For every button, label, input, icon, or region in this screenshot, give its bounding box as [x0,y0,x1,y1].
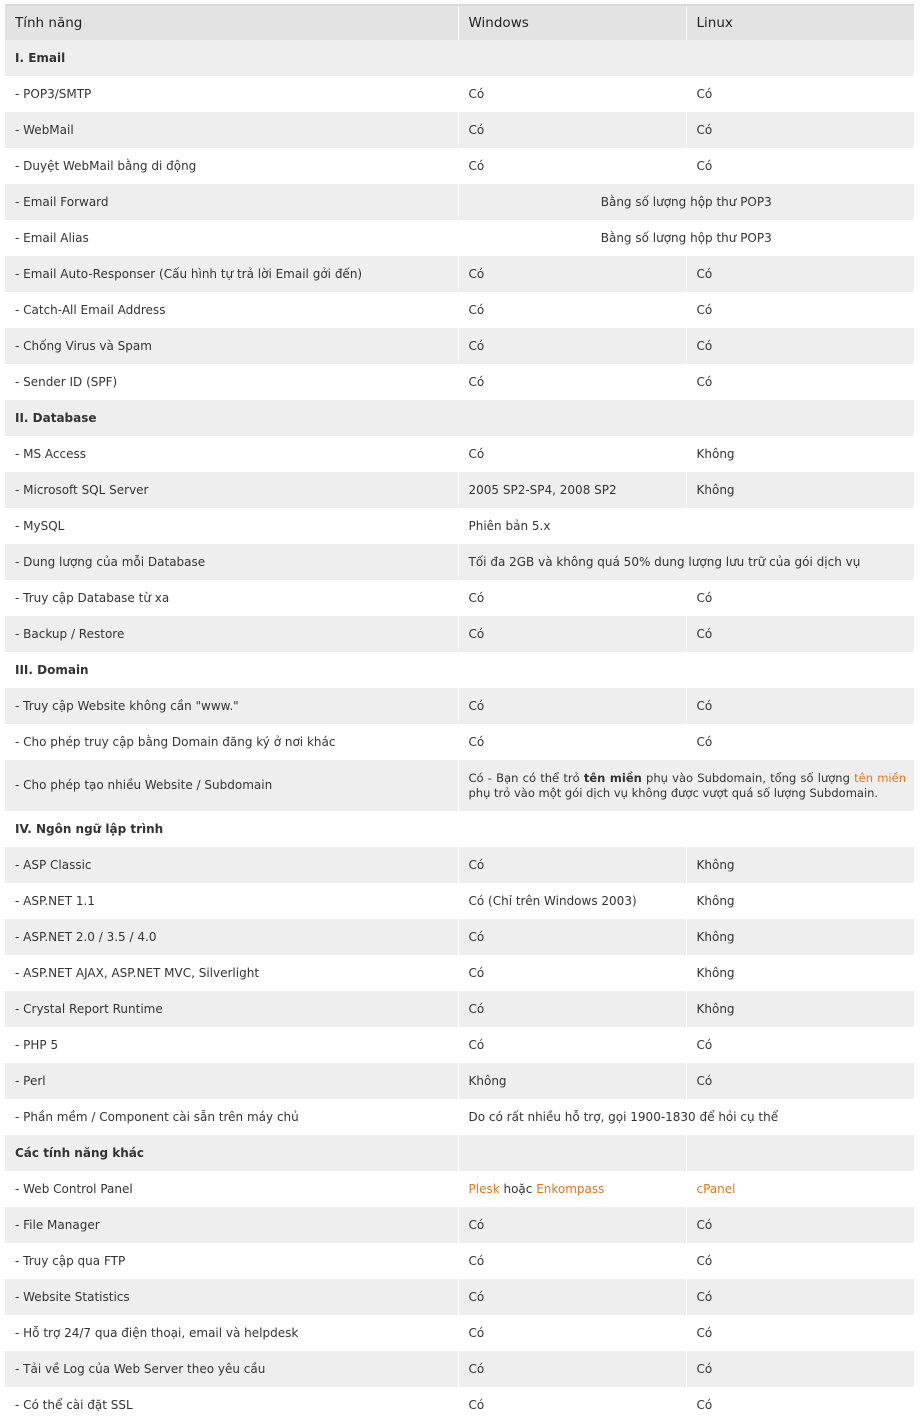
table-row [5,1027,914,1063]
linux-cell: Có [686,1315,914,1351]
table-row [5,919,914,955]
table-row [5,76,914,112]
empty-cell [458,1135,686,1171]
table-row [5,1351,914,1387]
table-row [5,436,914,472]
feature-cell: - Duyệt WebMail bằng di động [5,148,458,184]
linux-cell: Không [686,919,914,955]
feature-cell: - MySQL [5,508,458,544]
windows-cell: Có [458,148,686,184]
table-row [5,148,914,184]
windows-cell: Có [458,76,686,112]
table-row [5,112,914,148]
windows-cell: Có [458,292,686,328]
feature-cell: - Chống Virus và Spam [5,328,458,364]
feature-cell: - ASP.NET 1.1 [5,883,458,919]
desc-text: phụ trỏ vào một gói dịch vụ không được vượt quá số lượng Subdomain. [468,785,879,800]
feature-cell: - Tải về Log của Web Server theo yêu cầu [5,1351,458,1387]
domain-link[interactable]: tên miền [854,770,906,785]
table-row [5,760,914,811]
feature-cell: - POP3/SMTP [5,76,458,112]
table-row [5,580,914,616]
feature-cell: - Crystal Report Runtime [5,991,458,1027]
table-row [5,883,914,919]
shared-cell: Do có rất nhiều hỗ trợ, gọi 1900-1830 để hỏi cụ thể [458,1099,914,1135]
desc-bold-term: tên miền [583,770,642,785]
linux-cell: Có [686,328,914,364]
linux-cell: Có [686,580,914,616]
feature-cell: - Hỗ trợ 24/7 qua điện thoại, email và helpdesk [5,1315,458,1351]
windows-cell: Có [458,1351,686,1387]
table-row [5,292,914,328]
windows-cell: Có [458,1387,686,1423]
table-row [5,1315,914,1351]
header-windows: Windows [458,5,686,40]
plesk-link[interactable]: Plesk [468,1181,500,1196]
section-row-domain [5,652,914,688]
linux-cell: Không [686,472,914,508]
windows-cell: Có [458,688,686,724]
windows-cell [458,1171,686,1207]
feature-cell: - File Manager [5,1207,458,1243]
section-title: I. Email [5,40,914,76]
section-title: III. Domain [5,652,914,688]
shared-cell: Bằng số lượng hộp thư POP3 [458,184,914,220]
linux-cell: Có [686,112,914,148]
feature-cell: - Truy cập Database từ xa [5,580,458,616]
feature-cell: - Email Alias [5,220,458,256]
linux-cell: Có [686,256,914,292]
linux-cell: Có [686,1387,914,1423]
desc-text: Có - Bạn có thể trỏ [468,770,584,785]
windows-cell: 2005 SP2-SP4, 2008 SP2 [458,472,686,508]
table-row [5,328,914,364]
linux-cell: Có [686,1351,914,1387]
desc-text: phụ vào Subdomain, tổng số lượng [641,770,855,785]
header-feature: Tính năng [5,5,458,40]
feature-cell: - Email Auto-Responser (Cấu hình tự trả lời Email gởi đến) [5,256,458,292]
linux-cell: Có [686,1027,914,1063]
enkompass-link[interactable]: Enkompass [536,1181,605,1196]
table-row [5,724,914,760]
linux-cell: Không [686,847,914,883]
table-row [5,1099,914,1135]
linux-cell: Có [686,688,914,724]
feature-cell: - Perl [5,1063,458,1099]
section-row-database [5,400,914,436]
section-title: II. Database [5,400,914,436]
windows-cell: Có [458,328,686,364]
section-row-email [5,40,914,76]
table-row [5,1207,914,1243]
linux-cell: Không [686,436,914,472]
table-row [5,220,914,256]
feature-cell: - Dung lượng của mỗi Database [5,544,458,580]
linux-cell: Có [686,1243,914,1279]
linux-cell: Có [686,1279,914,1315]
table-row [5,616,914,652]
feature-cell: - Phần mềm / Component cài sẵn trên máy chủ [5,1099,458,1135]
linux-cell: Có [686,1207,914,1243]
windows-cell: Có (Chỉ trên Windows 2003) [458,883,686,919]
table-row [5,847,914,883]
feature-cell: - Catch-All Email Address [5,292,458,328]
or-text: hoặc [499,1181,537,1196]
feature-cell: - MS Access [5,436,458,472]
linux-cell: Không [686,955,914,991]
linux-cell: Có [686,292,914,328]
linux-cell: Có [686,364,914,400]
cpanel-link[interactable]: cPanel [696,1181,736,1196]
windows-cell: Có [458,919,686,955]
linux-cell: Không [686,883,914,919]
feature-cell: - ASP.NET AJAX, ASP.NET MVC, Silverlight [5,955,458,991]
shared-cell: Bằng số lượng hộp thư POP3 [458,220,914,256]
windows-cell: Có [458,256,686,292]
shared-cell: Phiên bản 5.x [458,508,914,544]
table-row [5,1387,914,1423]
feature-cell: - Backup / Restore [5,616,458,652]
linux-cell: Không [686,991,914,1027]
table-row [5,991,914,1027]
windows-cell: Có [458,436,686,472]
windows-cell: Có [458,1315,686,1351]
table-row [5,955,914,991]
feature-cell: - PHP 5 [5,1027,458,1063]
feature-cell: - Truy cập Website không cần "www." [5,688,458,724]
windows-cell: Có [458,112,686,148]
table-row [5,472,914,508]
feature-cell: - Sender ID (SPF) [5,364,458,400]
section-row-languages [5,811,914,847]
windows-cell: Có [458,847,686,883]
linux-cell: Có [686,76,914,112]
linux-cell: Có [686,148,914,184]
table-row [5,1243,914,1279]
table-row [5,184,914,220]
table-header-row [5,5,914,40]
section-title: IV. Ngôn ngữ lập trình [5,811,914,847]
feature-cell: - Website Statistics [5,1279,458,1315]
section-row-other [5,1135,914,1171]
windows-cell: Có [458,991,686,1027]
shared-cell: Tối đa 2GB và không quá 50% dung lượng lưu trữ của gói dịch vụ [458,544,914,580]
windows-cell: Có [458,724,686,760]
table-row [5,1171,914,1207]
feature-cell: - Microsoft SQL Server [5,472,458,508]
header-linux: Linux [686,5,914,40]
section-title: Các tính năng khác [5,1135,458,1171]
table-row [5,1063,914,1099]
empty-cell [686,1135,914,1171]
hosting-features-table [5,4,914,1423]
table-row [5,1279,914,1315]
windows-cell: Có [458,1243,686,1279]
feature-cell: - WebMail [5,112,458,148]
windows-cell: Không [458,1063,686,1099]
table-row [5,508,914,544]
feature-cell: - Email Forward [5,184,458,220]
windows-cell: Có [458,616,686,652]
windows-cell: Có [458,1027,686,1063]
windows-cell: Có [458,1207,686,1243]
windows-cell: Có [458,364,686,400]
linux-cell: Có [686,724,914,760]
table-row [5,256,914,292]
windows-cell: Có [458,955,686,991]
feature-cell: - ASP Classic [5,847,458,883]
table-row [5,544,914,580]
linux-cell [686,1171,914,1207]
table-row [5,688,914,724]
table-row [5,364,914,400]
feature-cell: - Có thể cài đặt SSL [5,1387,458,1423]
windows-cell: Có [458,1279,686,1315]
windows-cell: Có [458,580,686,616]
linux-cell: Có [686,1063,914,1099]
feature-cell: - Cho phép tạo nhiều Website / Subdomain [5,760,458,811]
feature-cell: - Truy cập qua FTP [5,1243,458,1279]
linux-cell: Có [686,616,914,652]
feature-cell: - ASP.NET 2.0 / 3.5 / 4.0 [5,919,458,955]
subdomain-description [458,760,914,811]
feature-cell: - Cho phép truy cập bằng Domain đăng ký ở nơi khác [5,724,458,760]
feature-cell: - Web Control Panel [5,1171,458,1207]
